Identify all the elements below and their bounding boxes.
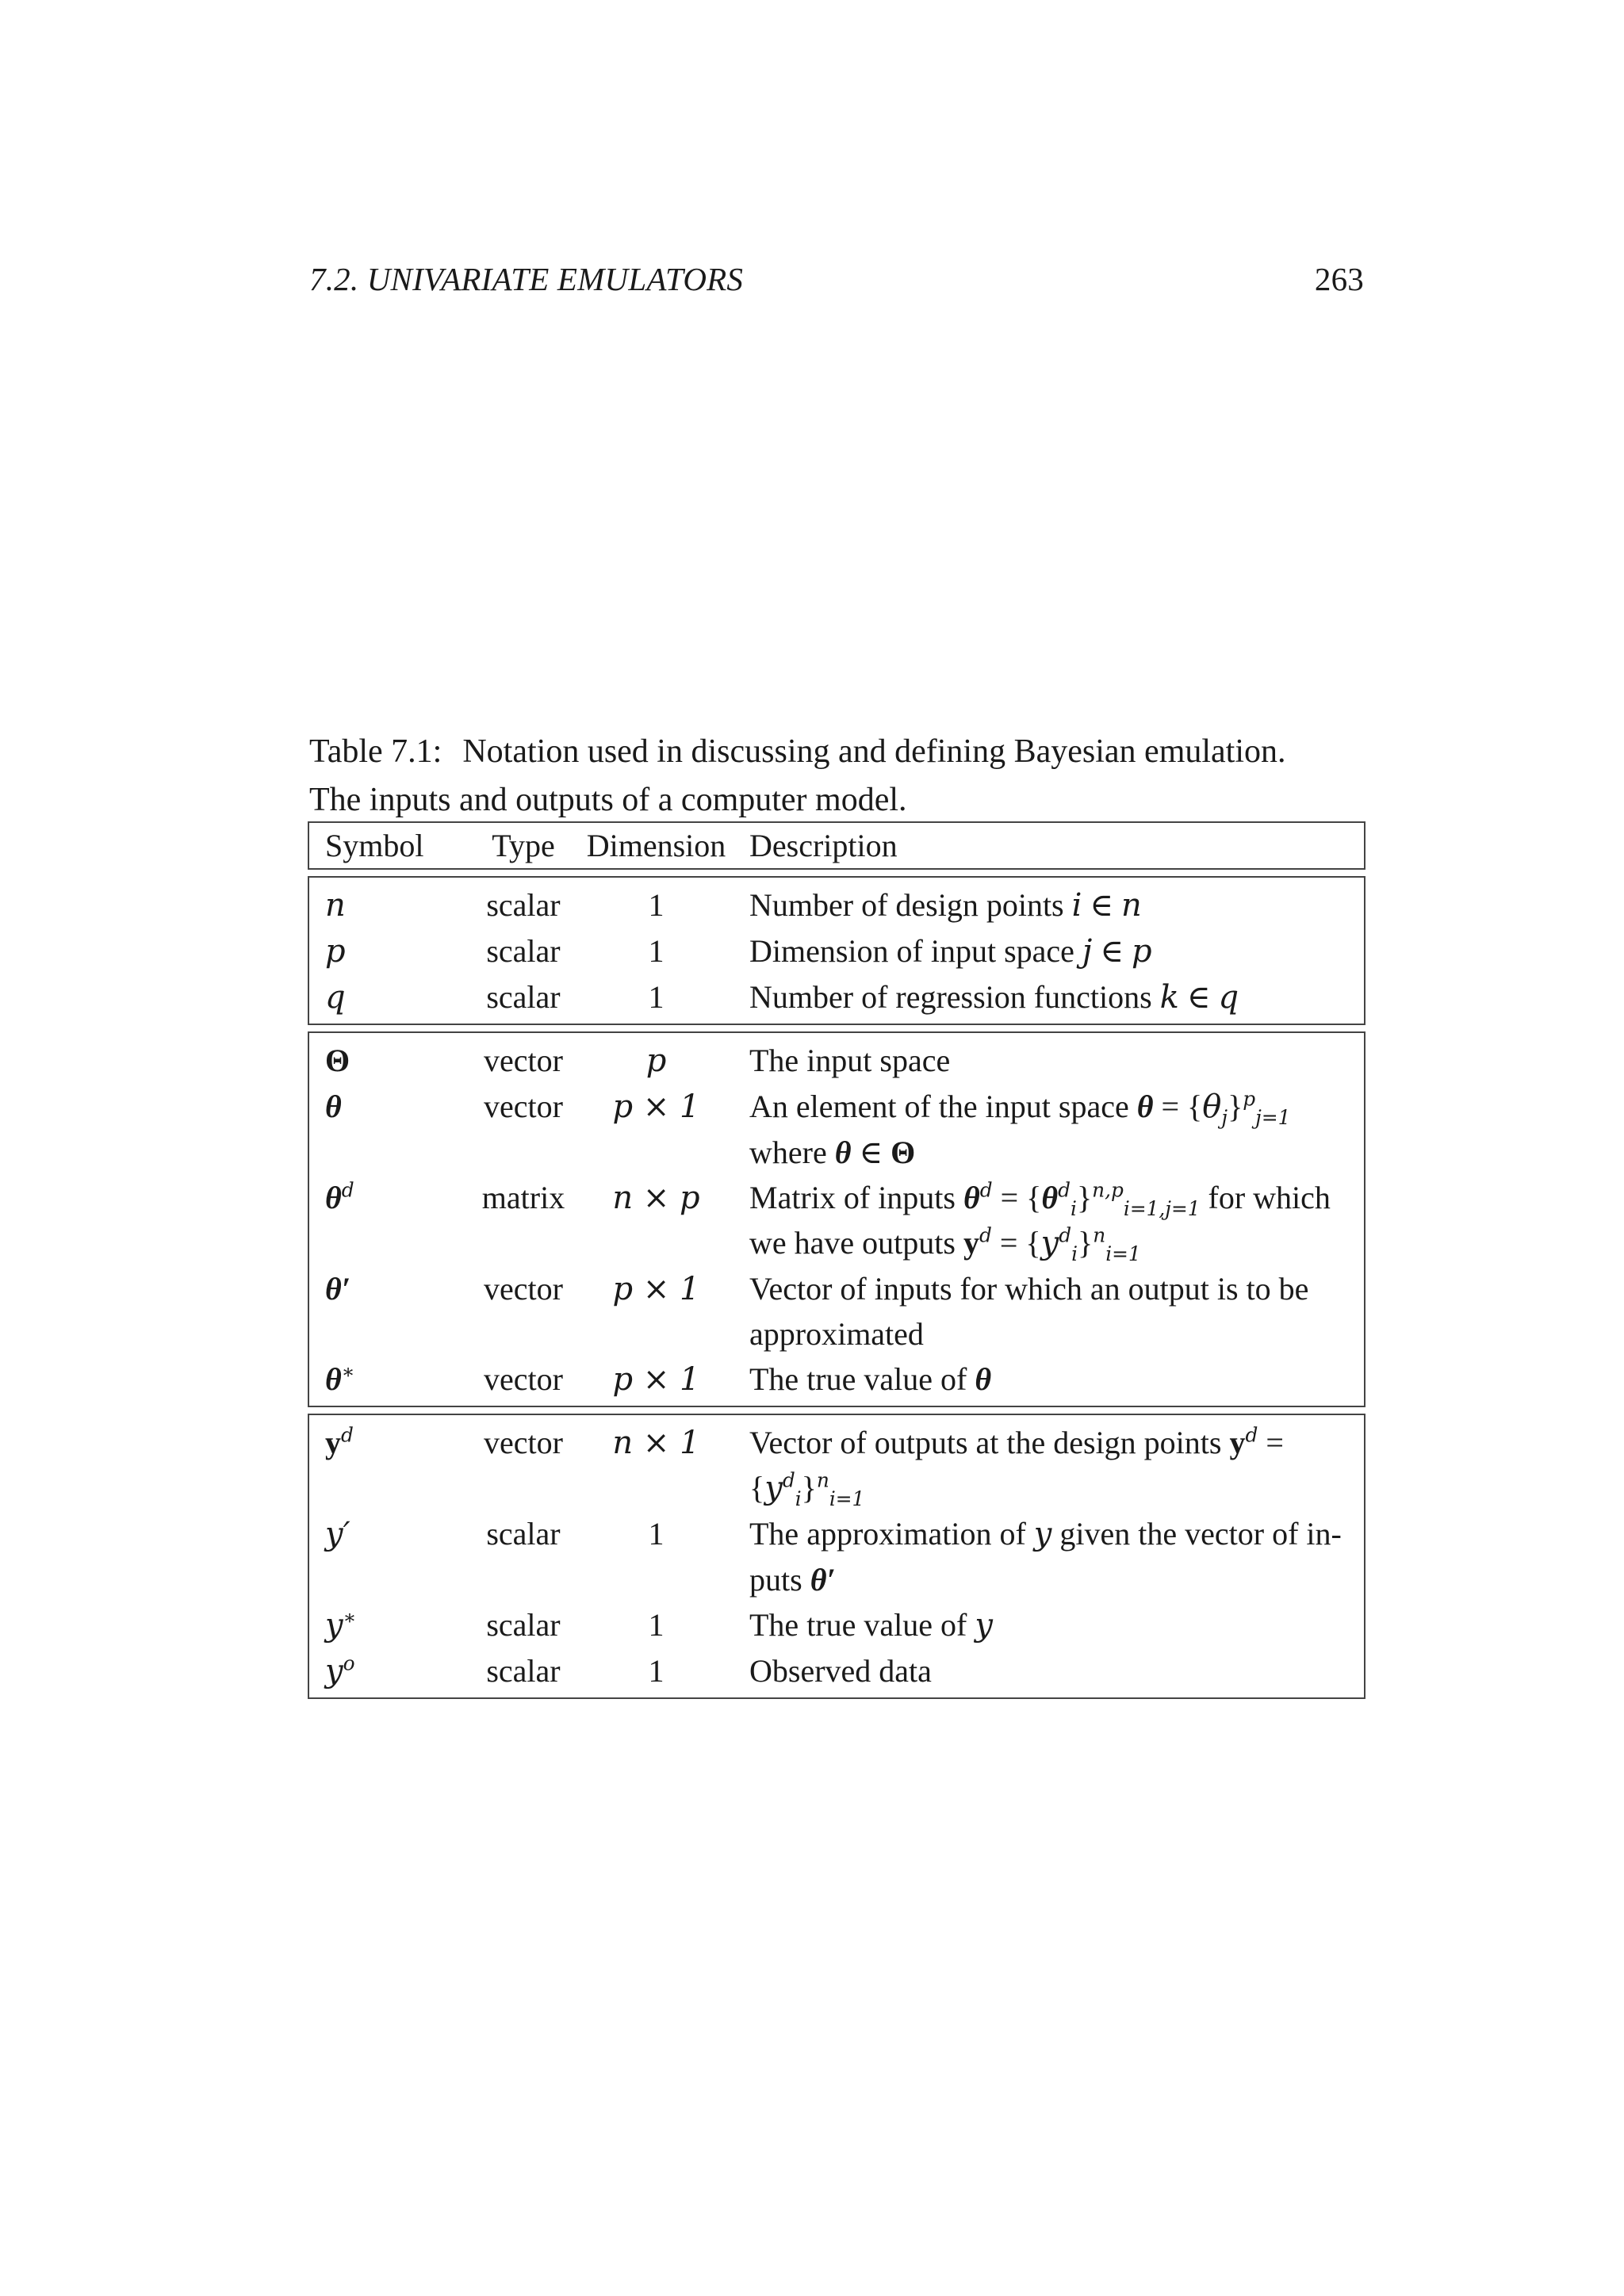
dimension-cell: 1 <box>583 1648 730 1699</box>
header-dimension: Dimension <box>583 821 730 870</box>
dimension-cell: n × p <box>612 1180 700 1216</box>
symbol-cell: y′ <box>308 1511 464 1602</box>
dimension-cell: 1 <box>583 876 730 928</box>
description-cell: Number of regression functions k ∈ q <box>730 974 1365 1025</box>
type-cell: vector <box>464 1414 583 1511</box>
description-cell: The approximation of y given the vector of in- puts θ′ <box>730 1511 1365 1602</box>
description-cell: Dimension of input space j ∈ p <box>730 928 1365 974</box>
running-head <box>309 260 1364 308</box>
description-cell: The true value of y <box>730 1602 1365 1648</box>
caption-label: Table 7.1: <box>309 733 442 770</box>
page-number: 263 <box>1314 261 1364 297</box>
symbol-cell: q <box>308 974 464 1025</box>
dimension-cell: 1 <box>583 974 730 1025</box>
table-row <box>308 974 1365 1025</box>
dimension-cell: 1 <box>648 1516 665 1552</box>
table-row <box>308 1648 1365 1699</box>
dimension-cell: n × 1 <box>583 1414 730 1511</box>
symbol-cell: $y^o$ <box>308 1648 464 1699</box>
type-cell: scalar <box>486 933 561 969</box>
description-cell: Vector of outputs at the design points $y^d$ = $\{y^d_i\}^n_{i=1}$ <box>730 1414 1365 1511</box>
table-row <box>308 1031 1365 1084</box>
type-cell: vector <box>484 1271 563 1307</box>
table-caption <box>309 728 1364 825</box>
symbol-cell: Θ <box>308 1031 464 1084</box>
table-row <box>308 1414 1365 1511</box>
type-cell: vector <box>464 1031 583 1084</box>
dimension-cell: 1 <box>648 1607 665 1643</box>
table-row <box>308 1084 1365 1175</box>
symbol-cell: p <box>308 928 464 974</box>
caption-text-1: Notation used in discussing and defining Bayesian emulation. <box>462 733 1286 770</box>
description-cell: Number of design points i ∈ n <box>730 876 1365 928</box>
symbol-cell: $\theta^d$ <box>308 1175 464 1266</box>
table-row <box>308 1175 1365 1266</box>
table-row <box>308 876 1365 928</box>
dimension-cell: p × 1 <box>583 1357 730 1407</box>
header-type: Type <box>464 821 583 870</box>
symbol-cell: $y^d$ <box>308 1414 464 1511</box>
type-cell: matrix <box>481 1180 565 1215</box>
symbol-cell: n <box>308 876 464 928</box>
type-cell: scalar <box>486 1516 561 1552</box>
header-symbol: Symbol <box>308 821 464 870</box>
type-cell: scalar <box>486 1607 561 1643</box>
table-row <box>308 1357 1365 1407</box>
type-cell: vector <box>484 1089 563 1124</box>
table-row <box>308 1266 1365 1357</box>
table-header <box>308 821 1365 870</box>
description-cell: Matrix of inputs $\theta^d = \{\theta^d_i\}^{n,p}_{i=1,j=1}$ for which we have outputs $y^d = \{y^d_i\}^n_{i=1}$ <box>730 1175 1365 1266</box>
type-cell: scalar <box>464 876 583 928</box>
table-row <box>308 928 1365 974</box>
symbol-cell: θ∗ <box>308 1357 464 1407</box>
description-cell: Vector of inputs for which an output is to be approximated <box>730 1266 1365 1357</box>
dimension-cell: p × 1 <box>612 1089 700 1125</box>
type-cell: scalar <box>464 1648 583 1699</box>
header-description: Description <box>730 821 1365 870</box>
type-cell: vector <box>464 1357 583 1407</box>
symbol-cell: y∗ <box>308 1602 464 1648</box>
dimension-cell: p <box>583 1031 730 1084</box>
description-cell: The input space <box>730 1031 1365 1084</box>
dimension-cell: p × 1 <box>612 1271 700 1307</box>
type-cell: scalar <box>464 974 583 1025</box>
caption-line-2: The inputs and outputs of a computer model. <box>309 782 907 818</box>
symbol-cell: θ <box>308 1084 464 1175</box>
table-row <box>308 1602 1365 1648</box>
description-cell: Observed data <box>730 1648 1365 1699</box>
caption-line-1 <box>309 728 1364 776</box>
dimension-cell: 1 <box>648 933 665 969</box>
notation-table <box>308 821 1365 1699</box>
symbol-cell: θ′ <box>308 1266 464 1357</box>
description-cell: An element of the input space $\theta = \{\theta_j\}^p_{j=1}$ where θ ∈ Θ <box>730 1084 1365 1175</box>
table-row <box>308 1511 1365 1602</box>
description-cell: The true value of θ <box>730 1357 1365 1407</box>
section-title: 7.2. UNIVARIATE EMULATORS <box>309 261 744 297</box>
